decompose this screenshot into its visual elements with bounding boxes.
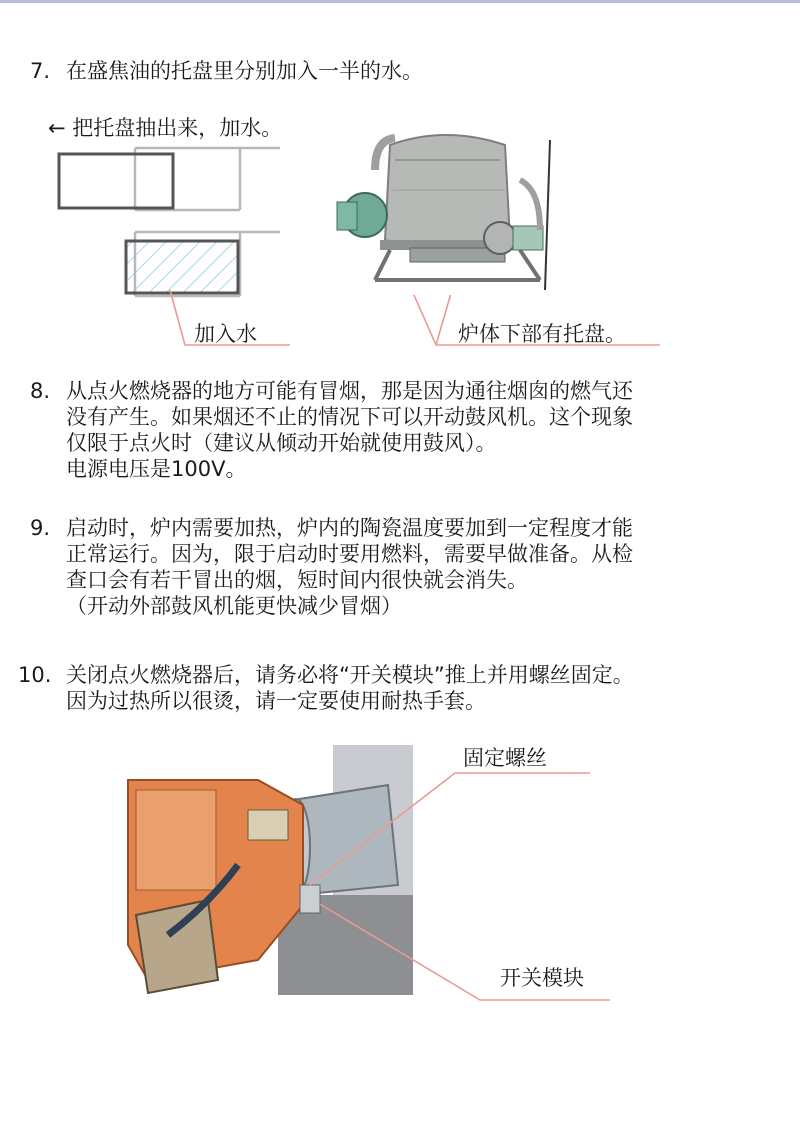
- step-line: 电源电压是100V。: [66, 457, 247, 481]
- switch-module-label: 开关模块: [500, 966, 584, 990]
- step-line: 没有产生。如果烟还不止的情况下可以开动鼓风机。这个现象: [66, 405, 633, 429]
- step-line: 正常运行。因为，限于启动时要用燃料，需要早做准备。从检: [66, 542, 633, 566]
- step-line: （开动外部鼓风机能更快减少冒烟）: [66, 594, 402, 618]
- step-number: 7.: [30, 59, 51, 83]
- step-line: 从点火燃烧器的地方可能有冒烟，那是因为通往烟囱的燃气还: [66, 379, 633, 403]
- step-number: 9.: [30, 516, 51, 540]
- step-number: 8.: [30, 379, 51, 403]
- step-line: 因为过热所以很烫，请一定要使用耐热手套。: [66, 689, 486, 713]
- add-water-label: 加入水: [194, 322, 257, 346]
- tray-location-label: 炉体下部有托盘。: [458, 322, 626, 346]
- step-line: 在盛焦油的托盘里分别加入一半的水。: [66, 59, 423, 83]
- step-line: 仅限于点火时（建议从倾动开始就使用鼓风）。: [66, 431, 497, 455]
- step-line: 查口会有若干冒出的烟，短时间内很快就会消失。: [66, 568, 528, 592]
- step-number: 10.: [18, 663, 52, 687]
- step-line: 启动时，炉内需要加热，炉内的陶瓷温度要加到一定程度才能: [66, 516, 633, 540]
- fixing-screw-label: 固定螺丝: [463, 746, 547, 770]
- pull-tray-instruction: ← 把托盘抽出来，加水。: [48, 116, 283, 140]
- step-line: 关闭点火燃烧器后，请务必将“开关模块”推上并用螺丝固定。: [66, 663, 634, 687]
